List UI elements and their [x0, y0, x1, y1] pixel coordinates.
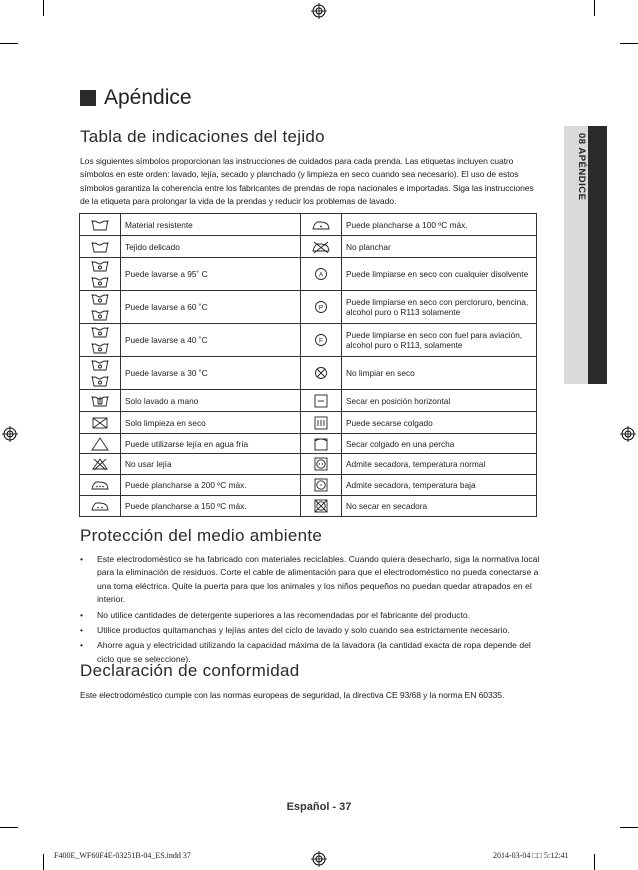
care-description-cell: Secar en posición horizontal — [342, 390, 537, 412]
crop-mark — [43, 854, 44, 870]
list-item — [80, 609, 540, 622]
care-symbol-cell — [80, 454, 121, 475]
care-symbol-cell — [301, 357, 342, 390]
care-description-cell: Puede plancharse a 200 ºC máx. — [121, 475, 301, 496]
iron-icon — [309, 217, 333, 233]
care-symbol-cell — [301, 214, 342, 236]
care-symbol-cell — [301, 434, 342, 454]
table-row — [80, 258, 537, 291]
heading-square-icon — [80, 90, 96, 106]
chapter-tab-marker — [588, 126, 607, 384]
table-row — [80, 475, 537, 496]
bullet-icon: • — [80, 625, 84, 636]
list-item — [80, 553, 540, 607]
bullet-icon: • — [80, 609, 84, 620]
care-symbol-cell — [301, 412, 342, 434]
no-bleach-icon — [88, 456, 112, 472]
care-description-cell: Secar colgado en una percha — [342, 434, 537, 454]
hanger-dry-icon — [309, 436, 333, 452]
bleach-icon — [88, 436, 112, 452]
care-description-cell: Solo lavado a mano — [121, 390, 301, 412]
care-description-cell: Puede plancharse a 100 ºC máx. — [342, 214, 537, 236]
care-description-cell: Admite secadora, temperatura normal — [342, 454, 537, 475]
environment-list — [80, 553, 540, 668]
registration-mark-icon — [311, 851, 327, 867]
tub-30-icon — [88, 357, 112, 373]
conformity-heading: Declaración de conformidad — [80, 661, 300, 680]
list-item-text: Ahorre agua y electricidad utilizando la capacidad máxima de la lavadora (la cantidad exacta de ropa depende del ciclo que se seleccione). — [97, 640, 531, 664]
tub-95-icon — [88, 258, 112, 274]
tumble-normal-icon — [309, 456, 333, 472]
list-item-text: Este electrodoméstico se ha fabricado con materiales reciclables. Cuando quiera desecharlo, siga la normativa local para la eliminación de residuos. Corte el cable de alimentación para que el electrodoméstico no pueda conectarse a una toma eléctrica. Quite la puerta para que los animales y los niños pequeños no puedan quedar atrapados en el interior. — [97, 554, 540, 605]
table-row — [80, 291, 537, 324]
care-symbol-cell — [301, 390, 342, 412]
tub-40-icon — [88, 340, 112, 356]
care-symbol-cell — [80, 357, 121, 390]
care-symbol-cell — [80, 412, 121, 434]
no-tumble-icon — [309, 498, 333, 514]
tub-icon — [88, 217, 112, 233]
hand-wash-icon — [88, 393, 112, 409]
dry-flat-icon — [309, 393, 333, 409]
care-description-cell: No planchar — [342, 236, 537, 258]
tub-40-icon — [88, 324, 112, 340]
svg-text:P: P — [318, 304, 324, 312]
care-symbol-cell — [80, 236, 121, 258]
care-description-cell: Puede utilizarse lejía en agua fría — [121, 434, 301, 454]
crop-mark — [594, 0, 595, 16]
care-description-cell: Puede lavarse a 40 ˚C — [121, 324, 301, 357]
table-row — [80, 357, 537, 390]
crop-mark — [620, 827, 638, 828]
svg-text:A: A — [318, 271, 324, 279]
bullet-icon: • — [80, 554, 84, 564]
table-row — [80, 434, 537, 454]
care-description-cell: Admite secadora, temperatura baja — [342, 475, 537, 496]
list-item-text: No utilice cantidades de detergente superiores a las recomendadas por el fabricante del producto. — [97, 609, 471, 620]
line-dry-icon — [309, 415, 333, 431]
print-slug-file: F400E_WF60F4E-03251B-04_ES.indd 37 — [54, 851, 191, 860]
table-row — [80, 324, 537, 357]
care-symbol-cell — [80, 291, 121, 324]
environment-heading: Protección del medio ambiente — [80, 526, 323, 545]
registration-mark-icon — [311, 3, 327, 19]
table-row — [80, 496, 537, 517]
dryclean-only-icon — [88, 415, 112, 431]
care-symbol-cell — [301, 324, 342, 357]
conformity-paragraph: Este electrodoméstico cumple con las normas europeas de seguridad, la directiva CE 93/68 y la norma EN 60335. — [80, 690, 505, 700]
care-symbol-cell — [301, 291, 342, 324]
care-description-cell: No usar lejía — [121, 454, 301, 475]
care-symbol-cell — [301, 236, 342, 258]
crop-mark — [594, 854, 595, 870]
care-description-cell: No secar en secadora — [342, 496, 537, 517]
registration-mark-icon — [2, 426, 18, 442]
page-title-text: Apéndice — [104, 86, 192, 109]
iron-150-icon — [88, 498, 112, 514]
tumble-low-icon — [309, 477, 333, 493]
circle-a-icon — [309, 266, 333, 282]
crop-mark — [0, 827, 18, 828]
tub-60-icon — [88, 307, 112, 323]
care-symbol-cell — [80, 324, 121, 357]
bullet-icon: • — [80, 640, 84, 651]
care-description-cell: Puede lavarse a 60 ˚C — [121, 291, 301, 324]
care-description-cell: Puede limpiarse en seco con cualquier disolvente — [342, 258, 537, 291]
tub-icon — [88, 239, 112, 255]
circle-p-icon — [309, 299, 333, 315]
care-description-cell: Tejido delicado — [121, 236, 301, 258]
care-symbols-table — [79, 213, 537, 517]
care-description-cell: Puede lavarse a 95˚ C — [121, 258, 301, 291]
circle-f-icon — [309, 332, 333, 348]
tub-60-icon — [88, 291, 112, 307]
care-symbol-cell — [301, 475, 342, 496]
care-symbol-cell — [80, 258, 121, 291]
care-symbol-cell — [80, 475, 121, 496]
table-row — [80, 390, 537, 412]
care-symbol-cell — [301, 454, 342, 475]
care-symbol-cell — [80, 434, 121, 454]
care-symbol-cell — [301, 496, 342, 517]
care-table-heading: Tabla de indicaciones del tejido — [80, 127, 325, 146]
care-description-cell: Puede limpiarse en seco con fuel para aviación, alcohol puro o R113, solamente — [342, 324, 537, 357]
table-row — [80, 412, 537, 434]
care-description-cell: Puede secarse colgado — [342, 412, 537, 434]
care-intro-paragraph: Los siguientes símbolos proporcionan las instrucciones de cuidados para cada prenda. Las etiquetas incluyen cuatro símbolos en este orden: lavado, lejía, secado y planchado (y limpieza en seco cuando sea necesario). El uso de estos símbolos garantiza la coherencia entre los fabricantes de prendas de ropa nacionales e importadas. Siga las instrucciones de la etiqueta para prolongar la vida de la prendas y reducir los problemas de lavado. — [80, 156, 534, 207]
care-symbol-cell — [80, 496, 121, 517]
list-item — [80, 624, 540, 637]
page-title — [80, 86, 192, 110]
crop-mark — [0, 43, 18, 44]
crop-mark — [620, 43, 638, 44]
no-dryclean-icon — [309, 365, 333, 381]
care-description-cell: No limpiar en seco — [342, 357, 537, 390]
care-description-cell: Puede plancharse a 150 ºC máx. — [121, 496, 301, 517]
care-symbol-cell — [301, 258, 342, 291]
iron-200-icon — [88, 477, 112, 493]
tub-30-icon — [88, 373, 112, 389]
care-description-cell: Solo limpieza en seco — [121, 412, 301, 434]
print-slug-date: 2014-03-04 □□ 5:12:41 — [493, 851, 569, 860]
care-description-cell: Puede limpiarse en seco con percloruro, bencina, alcohol puro o R113 solamente — [342, 291, 537, 324]
table-row — [80, 214, 537, 236]
registration-mark-icon — [620, 426, 636, 442]
no-iron-icon — [309, 239, 333, 255]
page-number: Español - 37 — [286, 801, 352, 813]
care-description-cell: Material resistente — [121, 214, 301, 236]
care-symbol-cell — [80, 390, 121, 412]
tub-95-icon — [88, 274, 112, 290]
care-symbol-cell — [80, 214, 121, 236]
chapter-tab-label: 08 APÉNDICE — [576, 133, 587, 201]
table-row — [80, 236, 537, 258]
care-description-cell: Puede lavarse a 30 ˚C — [121, 357, 301, 390]
list-item-text: Utilice productos quitamanchas y lejías antes del ciclo de lavado y solo cuando sea estrictamente necesario. — [97, 625, 510, 636]
crop-mark — [43, 0, 44, 16]
svg-text:F: F — [319, 337, 323, 345]
table-row — [80, 454, 537, 475]
